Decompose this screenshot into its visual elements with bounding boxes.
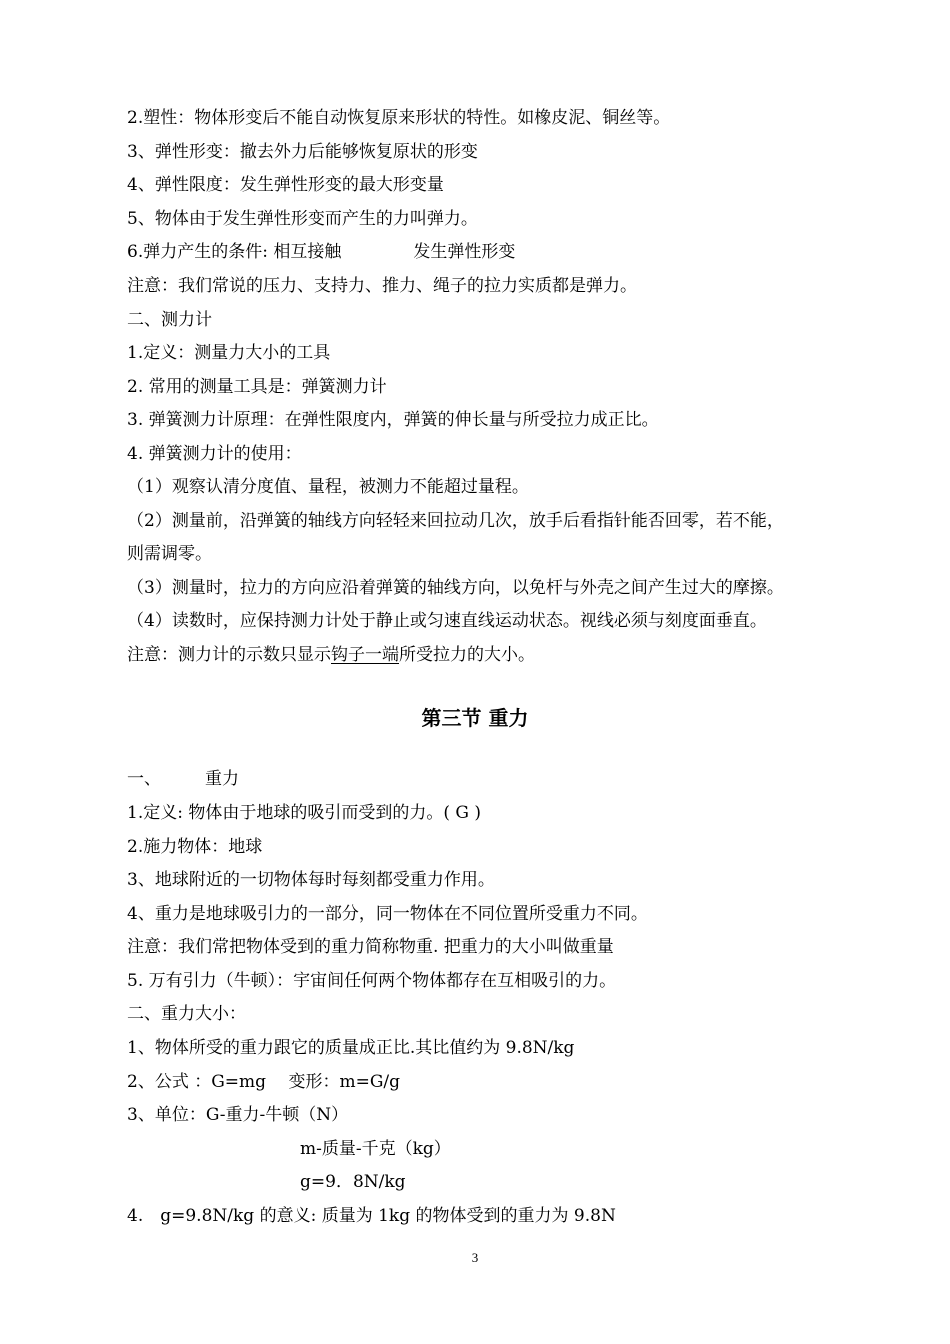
heading-line — [127, 767, 239, 791]
text-line: 2.塑性：物体形变后不能自动恢复原来形状的特性。如橡皮泥、铜丝等。 — [127, 108, 671, 128]
text-line: 5、物体由于发生弹性形变而产生的力叫弹力。 — [127, 209, 478, 229]
text-line — [127, 240, 515, 264]
text-line: 4、重力是地球吸引力的一部分，同一物体在不同位置所受重力不同。 — [127, 904, 648, 924]
heading-line: 二、重力大小： — [127, 1004, 246, 1024]
text-line: （3）测量时，拉力的方向应沿着弹簧的轴线方向，以免杆与外壳之间产生过大的摩擦。 — [127, 578, 784, 598]
text-line: 2、公式 ：G=mg 变形：m=G/g — [127, 1072, 401, 1092]
heading-line: 二、测力计 — [127, 310, 212, 330]
text-line: 3. 弹簧测力计原理：在弹性限度内，弹簧的伸长量与所受拉力成正比。 — [127, 410, 659, 430]
text-line: 3、地球附近的一切物体每时每刻都受重力作用。 — [127, 870, 495, 890]
text-line: （2）测量前，沿弹簧的轴线方向轻轻来回拉动几次，放手后看指针能否回零，若不能， — [127, 511, 784, 531]
text-line: 2. 常用的测量工具是：弹簧测力计 — [127, 377, 387, 397]
text-line: 4、弹性限度：发生弹性形变的最大形变量 — [127, 175, 444, 195]
text-segment: 注意：测力计的示数只显示 — [127, 645, 331, 665]
text-segment: 重力 — [205, 769, 239, 789]
text-line: 4. 弹簧测力计的使用： — [127, 444, 302, 464]
text-segment: 一、 — [127, 769, 161, 789]
text-line: m-质量-千克（kg） — [300, 1139, 451, 1159]
text-line: 注意：我们常把物体受到的重力简称物重. 把重力的大小叫做重量 — [127, 937, 614, 957]
text-line: 则需调零。 — [127, 544, 212, 564]
text-line: 注意：我们常说的压力、支持力、推力、绳子的拉力实质都是弹力。 — [127, 276, 637, 296]
text-line — [127, 643, 535, 667]
text-line: 1.定义：测量力大小的工具 — [127, 343, 331, 363]
text-line: g=9．8N/kg — [300, 1172, 406, 1192]
text-line: 3、弹性形变：撤去外力后能够恢复原状的形变 — [127, 142, 478, 162]
text-segment: 发生弹性形变 — [413, 242, 516, 262]
text-line: （4）读数时，应保持测力计处于静止或匀速直线运动状态。视线必须与刻度面垂直。 — [127, 611, 767, 631]
underlined-text: 钩子一端 — [331, 645, 399, 665]
text-line: 5. 万有引力（牛顿）：宇宙间任何两个物体都存在互相吸引的力。 — [127, 971, 617, 991]
section-title: 第三节 重力 — [421, 706, 529, 730]
text-line: 4. g=9.8N/kg 的意义: 质量为 1kg 的物体受到的重力为 9.8N — [127, 1206, 616, 1226]
text-segment: 6.弹力产生的条件: 相互接触 — [127, 242, 342, 262]
text-line: 1、物体所受的重力跟它的质量成正比.其比值约为 9.8N/kg — [127, 1038, 575, 1058]
text-line: 3、单位：G-重力-牛顿（N） — [127, 1105, 349, 1125]
text-line: （1）观察认清分度值、量程，被测力不能超过量程。 — [127, 477, 529, 497]
text-line: 1.定义: 物体由于地球的吸引而受到的力。( G ) — [127, 803, 482, 823]
page-number: 3 — [471, 1250, 479, 1265]
text-line: 2.施力物体：地球 — [127, 837, 263, 857]
text-segment: 所受拉力的大小。 — [399, 645, 535, 665]
